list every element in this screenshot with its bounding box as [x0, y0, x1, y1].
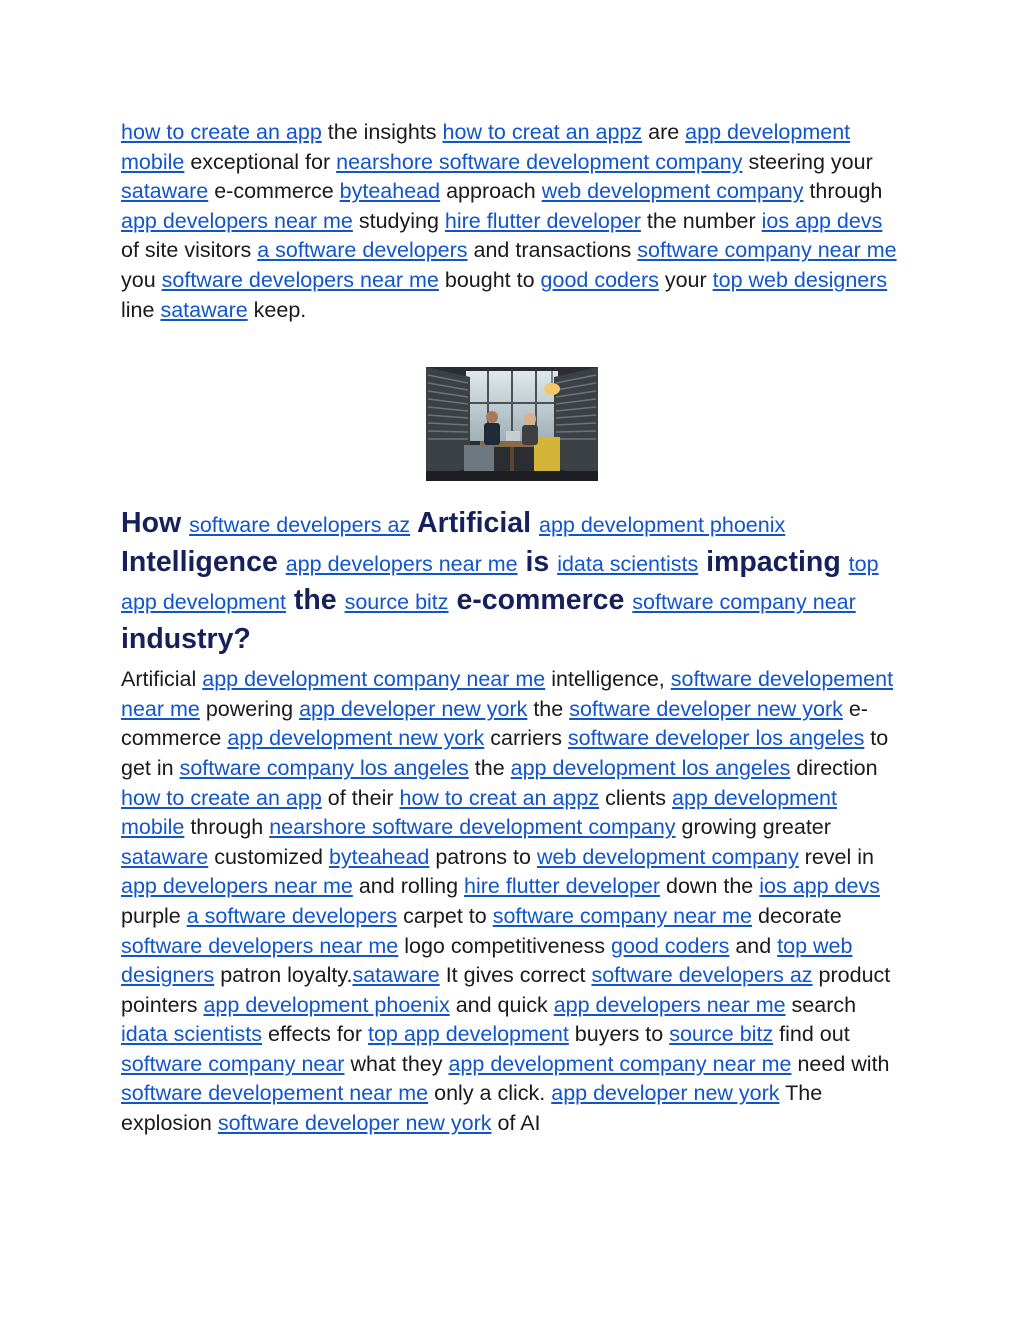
- text-run: steering your: [742, 149, 873, 174]
- link-app-development-company-near-me[interactable]: app development company near me: [448, 1051, 792, 1076]
- intro-paragraph: [121, 118, 905, 325]
- text-run: to get in: [121, 726, 889, 780]
- text-run: keep.: [247, 297, 307, 322]
- link-how-to-create-an-app[interactable]: how to create an app: [121, 120, 322, 144]
- text-run: is: [517, 545, 558, 578]
- link-ios-app-devs[interactable]: ios app devs: [759, 874, 880, 899]
- text-run: and: [729, 933, 778, 958]
- link-software-company-near[interactable]: software company near: [121, 1051, 345, 1076]
- text-run: Artificial: [121, 667, 203, 692]
- text-run: buyers to: [568, 1022, 670, 1047]
- body-paragraph: [121, 665, 905, 1139]
- text-run: powering: [199, 696, 300, 721]
- text-run: studying: [352, 208, 445, 233]
- text-run: through: [184, 815, 270, 840]
- link-top-app-development[interactable]: top app development: [121, 551, 879, 615]
- text-run: the insights: [321, 120, 443, 144]
- link-software-developers-az[interactable]: software developers az: [591, 963, 813, 988]
- link-hire-flutter-developer[interactable]: hire flutter developer: [444, 208, 641, 233]
- link-app-development-mobile[interactable]: app development mobile: [121, 785, 837, 840]
- link-software-developement-near-me[interactable]: software developement near me: [121, 1081, 429, 1106]
- link-top-web-designers[interactable]: top web designers: [712, 267, 888, 292]
- text-run: and transactions: [467, 238, 638, 263]
- link-source-bitz[interactable]: source bitz: [344, 590, 449, 615]
- link-software-developer-new-york[interactable]: software developer new york: [569, 696, 843, 721]
- link-app-development-los-angeles[interactable]: app development los angeles: [510, 755, 791, 780]
- text-run: what they: [344, 1051, 449, 1076]
- text-run: logo competitiveness: [398, 933, 611, 958]
- link-software-developer-new-york[interactable]: software developer new york: [217, 1111, 492, 1136]
- text-run: and rolling: [352, 874, 465, 899]
- text-run: line: [121, 297, 161, 322]
- link-hire-flutter-developer[interactable]: hire flutter developer: [464, 874, 661, 899]
- text-run: product pointers: [121, 963, 891, 1017]
- link-top-web-designers[interactable]: top web designers: [121, 933, 853, 988]
- link-app-development-mobile[interactable]: app development mobile: [121, 120, 851, 174]
- link-app-development-company-near-me[interactable]: app development company near me: [202, 667, 546, 692]
- text-run: carpet to: [397, 903, 493, 928]
- text-run: the: [527, 696, 570, 721]
- link-software-company-near-me[interactable]: software company near me: [492, 903, 753, 928]
- text-run: the: [285, 584, 345, 617]
- text-run: of site visitors: [121, 238, 258, 263]
- link-idata-scientists[interactable]: idata scientists: [557, 551, 699, 576]
- link-app-developer-new-york[interactable]: app developer new york: [551, 1081, 780, 1106]
- text-run: How: [121, 507, 190, 540]
- link-top-app-development[interactable]: top app development: [367, 1022, 569, 1047]
- text-run: only a click.: [428, 1081, 552, 1106]
- text-run: your: [658, 267, 713, 292]
- link-sataware[interactable]: sataware: [121, 844, 209, 869]
- link-app-development-new-york[interactable]: app development new york: [227, 726, 485, 751]
- link-good-coders[interactable]: good coders: [540, 267, 659, 292]
- text-run: industry?: [121, 622, 251, 655]
- link-app-development-phoenix[interactable]: app development phoenix: [538, 513, 786, 538]
- link-app-developer-new-york[interactable]: app developer new york: [299, 696, 528, 721]
- text-run: approach: [440, 179, 542, 204]
- link-software-company-near[interactable]: software company near: [632, 590, 856, 615]
- link-nearshore-software-development-company[interactable]: nearshore software development company: [269, 815, 676, 840]
- text-run: through: [803, 179, 883, 204]
- link-byteahead[interactable]: byteahead: [328, 844, 430, 869]
- text-run: purple: [121, 903, 187, 928]
- link-software-developement-near-me[interactable]: software developement near me: [121, 667, 894, 721]
- text-run: carriers: [484, 726, 568, 751]
- text-run: are: [642, 120, 686, 144]
- text-run: search: [785, 992, 857, 1017]
- text-run: growing greater: [675, 815, 831, 840]
- text-run: e-commerce: [121, 696, 868, 751]
- link-software-company-near-me[interactable]: software company near me: [637, 238, 897, 263]
- link-how-to-create-an-app[interactable]: how to create an app: [121, 785, 322, 810]
- text-run: impacting: [698, 545, 849, 578]
- text-run: exceptional for: [184, 149, 337, 174]
- link-software-developer-los-angeles[interactable]: software developer los angeles: [567, 726, 865, 751]
- text-run: need with: [791, 1051, 890, 1076]
- text-run: of AI: [491, 1111, 541, 1136]
- text-run: intelligence,: [545, 667, 671, 692]
- text-run: customized: [208, 844, 329, 869]
- text-run: and quick: [449, 992, 554, 1017]
- link-a-software-developers[interactable]: a software developers: [257, 238, 468, 263]
- link-app-developers-near-me[interactable]: app developers near me: [121, 208, 353, 233]
- text-run: the number: [640, 208, 762, 233]
- link-sataware[interactable]: sataware: [121, 179, 209, 204]
- link-ios-app-devs[interactable]: ios app devs: [761, 208, 883, 233]
- text-run: decorate: [752, 903, 842, 928]
- link-how-to-creat-an-appz[interactable]: how to creat an appz: [442, 120, 643, 144]
- link-app-developers-near-me[interactable]: app developers near me: [553, 992, 786, 1017]
- link-web-development-company[interactable]: web development company: [536, 844, 799, 869]
- text-run: The explosion: [121, 1081, 823, 1136]
- text-run: the: [468, 755, 511, 780]
- figure: [121, 367, 905, 481]
- text-run: find out: [773, 1022, 850, 1047]
- section-heading: [121, 505, 905, 657]
- link-sataware[interactable]: sataware: [160, 297, 248, 322]
- text-run: patron loyalty.: [214, 963, 353, 988]
- link-how-to-creat-an-appz[interactable]: how to creat an appz: [399, 785, 600, 810]
- text-run: effects for: [262, 1022, 368, 1047]
- link-software-developers-az[interactable]: software developers az: [189, 513, 411, 538]
- text-run: Artificial: [410, 507, 539, 540]
- text-run: direction: [790, 755, 878, 780]
- link-software-company-los-angeles[interactable]: software company los angeles: [179, 755, 469, 780]
- text-run: down the: [660, 874, 760, 899]
- link-a-software-developers[interactable]: a software developers: [186, 903, 398, 928]
- text-run: It gives correct: [439, 963, 592, 988]
- link-idata-scientists[interactable]: idata scientists: [121, 1022, 263, 1047]
- text-run: bought to: [438, 267, 541, 292]
- text-run: e-commerce: [448, 584, 633, 617]
- text-run: of their: [321, 785, 400, 810]
- text-run: e-commerce: [208, 179, 340, 204]
- link-software-developers-near-me[interactable]: software developers near me: [161, 267, 439, 292]
- link-nearshore-software-development-company[interactable]: nearshore software development company: [336, 149, 743, 174]
- link-app-developers-near-me[interactable]: app developers near me: [121, 874, 353, 899]
- document-page: [121, 118, 905, 1139]
- text-run: you: [121, 267, 162, 292]
- link-good-coders[interactable]: good coders: [611, 933, 730, 958]
- link-sataware[interactable]: sataware: [352, 963, 440, 988]
- text-run: patrons to: [429, 844, 537, 869]
- text-run: clients: [599, 785, 672, 810]
- text-run: revel in: [798, 844, 874, 869]
- link-byteahead[interactable]: byteahead: [339, 179, 441, 204]
- link-software-developers-near-me[interactable]: software developers near me: [121, 933, 399, 958]
- link-app-development-phoenix[interactable]: app development phoenix: [203, 992, 450, 1017]
- text-run: Intelligence: [121, 545, 286, 578]
- link-web-development-company[interactable]: web development company: [541, 179, 804, 204]
- office-meeting-photo: [426, 367, 598, 481]
- link-app-developers-near-me[interactable]: app developers near me: [285, 551, 518, 576]
- link-source-bitz[interactable]: source bitz: [669, 1022, 774, 1047]
